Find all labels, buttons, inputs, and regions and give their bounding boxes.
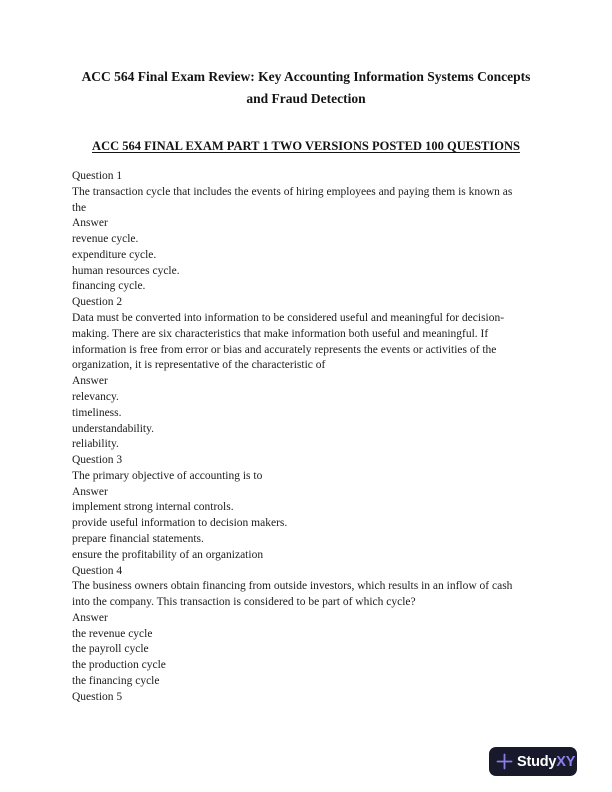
body-line: making. There are six characteristics that make information both useful and meaningful. If [72, 327, 489, 340]
body-line: Question 4 [72, 564, 123, 577]
body-line: timeliness. [72, 406, 122, 419]
body-line: The primary objective of accounting is to [72, 469, 263, 482]
body-line: revenue cycle. [72, 233, 139, 246]
studyxy-wordmark-accent: XY [556, 753, 576, 770]
plus-icon [496, 753, 513, 770]
body-line: the payroll cycle [72, 643, 149, 656]
body-line: The transaction cycle that includes the events of hiring employees and paying them is known as [72, 185, 513, 198]
body-line: understandability. [72, 422, 154, 435]
document-title-line: and Fraud Detection [246, 90, 366, 106]
body-line: Data must be converted into information to be considered useful and meaningful for decision- [72, 312, 505, 325]
body-line: reliability. [72, 438, 119, 451]
studyxy-wordmark [517, 754, 575, 770]
studyxy-wordmark-primary: Study [517, 753, 557, 770]
body-line: human resources cycle. [72, 264, 180, 277]
studyxy-logo-badge [489, 747, 577, 776]
body-line: the revenue cycle [72, 627, 153, 640]
body-line: the [72, 201, 87, 214]
body-line: provide useful information to decision makers. [72, 517, 288, 530]
body-line: financing cycle. [72, 280, 146, 293]
body-line: the production cycle [72, 659, 166, 672]
document-title-line: ACC 564 Final Exam Review: Key Accounting Information Systems Concepts [81, 69, 531, 84]
body-line: Answer [72, 217, 108, 230]
body-line: Question 5 [72, 690, 123, 703]
body-line: Question 2 [72, 296, 123, 309]
body-text [72, 169, 542, 706]
body-line: expenditure cycle. [72, 248, 157, 261]
body-line: implement strong internal controls. [72, 501, 234, 514]
body-line: Answer [72, 611, 108, 624]
body-line: organization, it is representative of the characteristic of [72, 359, 326, 372]
document-title [0, 66, 612, 109]
body-line: Answer [72, 485, 108, 498]
body-line: ensure the profitability of an organization [72, 548, 264, 561]
body-line: The business owners obtain financing from outside investors, which results in an inflow of cash [72, 580, 513, 593]
section-heading: ACC 564 FINAL EXAM PART 1 TWO VERSIONS POSTED 100 QUESTIONS [92, 139, 520, 153]
body-line: Question 3 [72, 454, 123, 467]
body-line: into the company. This transaction is considered to be part of which cycle? [72, 596, 416, 609]
body-line: information is free from error or bias and accurately represents the events or activities of the [72, 343, 497, 356]
body-line: Answer [72, 375, 108, 388]
body-line: the financing cycle [72, 675, 160, 687]
body-line: prepare financial statements. [72, 532, 204, 545]
body-line: relevancy. [72, 390, 119, 403]
body-line: Question 1 [72, 170, 123, 182]
